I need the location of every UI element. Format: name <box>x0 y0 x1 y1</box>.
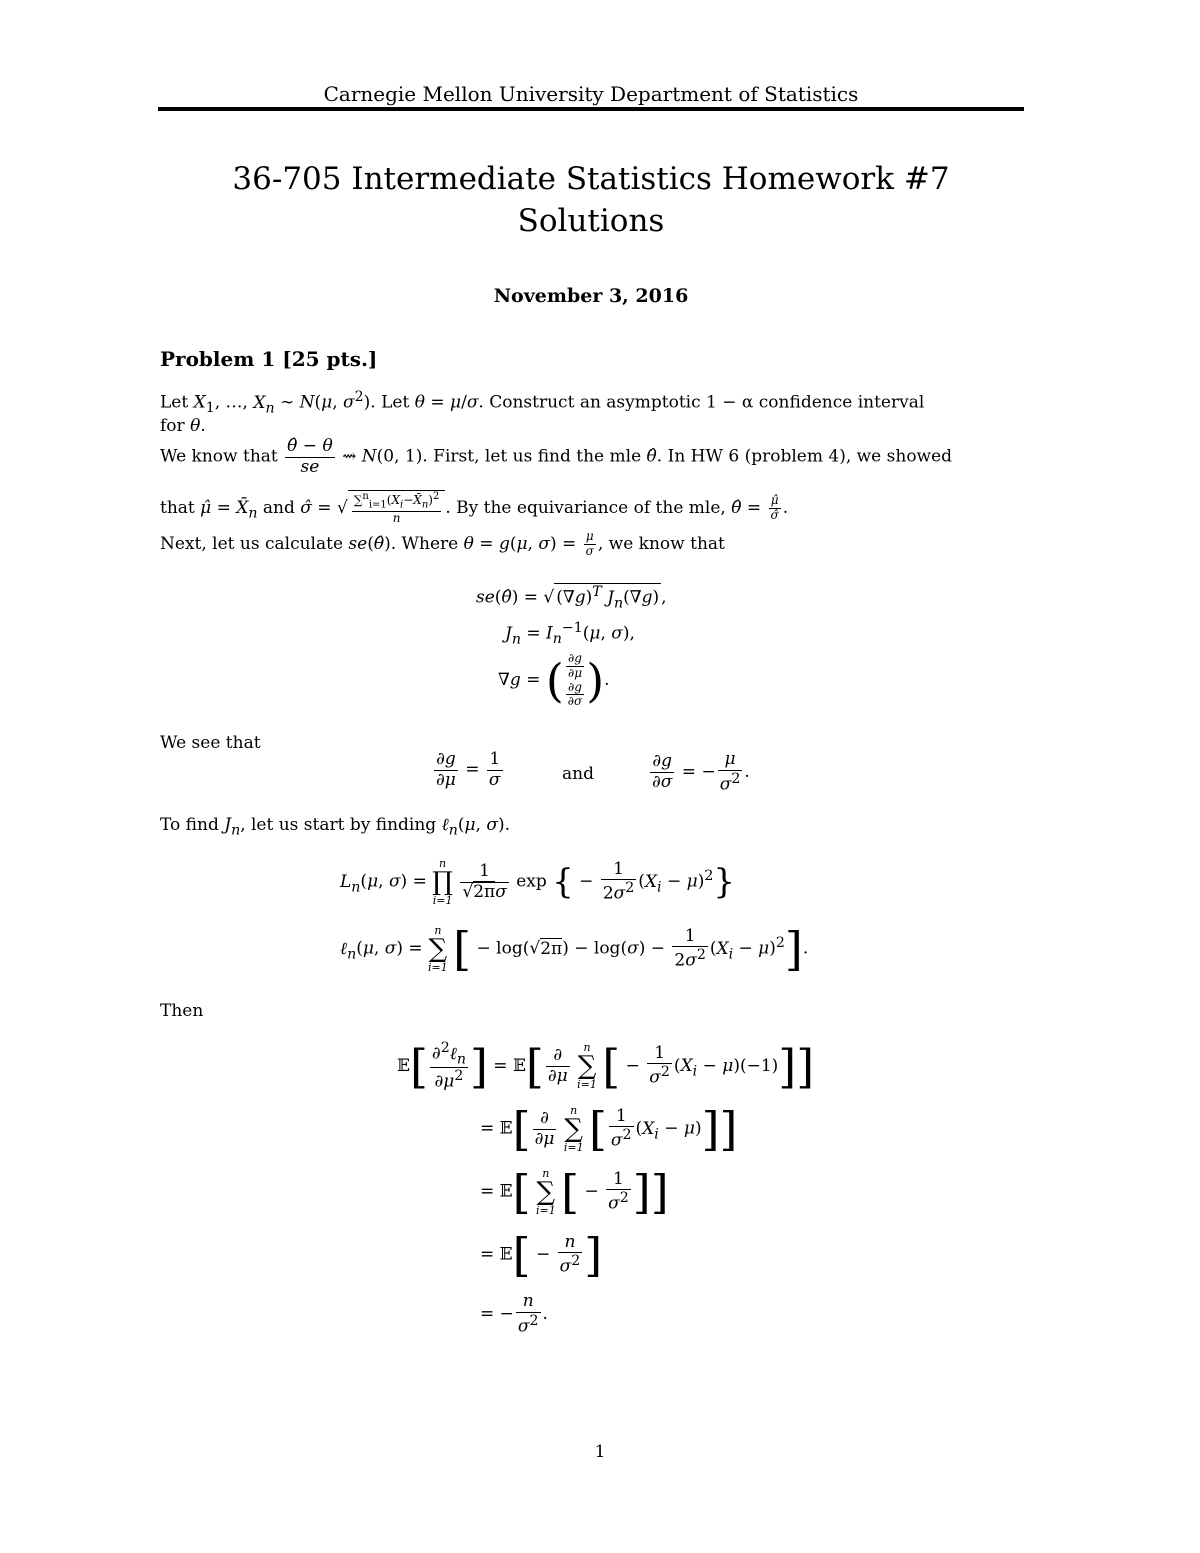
equation-log-likelihood: ℓ$_n$(μ, σ) = n ∑ i=1 [ − log(√2π) − log(σ) − $\frac{1}{2\sigma^2}$ $(X_i - \mu)^2$]. <box>340 922 809 976</box>
title-line-2: Solutions <box>517 203 665 239</box>
equation-expectation-5: = − $\frac{n}{\sigma^2}$ . <box>480 1291 548 1337</box>
equation-gradient: ∇g = ( $\frac{\partial g}{\partial\mu}$ $\frac{\partial g}{\partial\sigma}$ ). <box>498 651 610 709</box>
equation-jn: $J_n = I_n^{-1}(\mu$, σ), <box>505 620 635 648</box>
equation-likelihood: $L_n(\mu$, σ) = n ∏ i=1 $\frac{1}{√2\pi\sigma}$ exp { − $\frac{1}{2\sigma^2}$ $(X_i - \mu)^2$} <box>340 857 735 907</box>
equation-and: and <box>562 764 594 784</box>
equation-expectation-2: = 𝔼[ $\frac{\partial}{\partial\mu}$ n ∑ i=1 [ $\frac{1}{\sigma^2}$ $(X_i - \mu)$]] <box>480 1102 738 1156</box>
document-date: November 3, 2016 <box>493 285 689 307</box>
then: Then <box>160 1001 204 1021</box>
page-number: 1 <box>594 1442 606 1462</box>
equation-expectation-1: 𝔼[ $\frac{\partial^2\ell_n}{\partial\mu^2}$ ] = 𝔼[ $\frac{\partial}{\partial\mu}$ n ∑ i=1 [ − $\frac{1}{\sigma^2}$ $(X_i - \mu)(-1)$]] <box>397 1039 815 1094</box>
header-rule <box>158 107 1024 111</box>
equation-expectation-4: = 𝔼[ − $\frac{n}{\sigma^2}$ ] <box>480 1228 603 1282</box>
to-find-jn: To find $J_n$, let us start by finding ℓ$_n$(μ, σ). <box>160 815 510 839</box>
we-see-that: We see that <box>160 733 261 753</box>
equation-se: se(θ̂) = √ $(\nabla g)^T$ $J_n(\nabla g)$ , <box>476 584 667 612</box>
equation-partial-mu: $\frac{\partial g}{\partial\mu}$ = $\frac{1}{\sigma}$ <box>436 749 501 790</box>
problem-statement-line2: for θ. <box>160 416 206 436</box>
problem-heading: Problem 1 [25 pts.] <box>160 347 378 371</box>
document-title <box>158 158 1024 242</box>
equation-expectation-3: = 𝔼[ n ∑ i=1 [ − $\frac{1}{\sigma^2}$ ]] <box>480 1165 669 1219</box>
equation-partial-sigma: $\frac{\partial g}{\partial\sigma}$ = − $\frac{\mu}{\sigma^2}$ . <box>652 749 750 795</box>
page-header: Carnegie Mellon University Department of Statistics <box>323 82 859 106</box>
solution-line3: Next, let us calculate se(θ̂). Where θ = g(μ, σ) = $\frac{\mu}{\sigma}$ , we know that <box>160 529 725 558</box>
solution-line2: that μ̂ = $X̄_n$ and σ̂ = √ $\frac{\sum^n_{i=1}(X_i-X̄_n)^2}{n}$ . By the equivariance of the mle, θ̂ = $\frac{\mû}{\sigmâ}$ . <box>160 491 789 525</box>
solution-line1: We know that $\frac{\thetâ - \theta}{se}$ ⇝ N(0, 1). First, let us find the mle θ̂. In HW 6 (problem 4), we showed <box>160 436 953 477</box>
problem-statement-line1: Let $X_1$, …, $X_n$ ∼ N(μ, $\sigma^2$). Let θ = μ/σ. Construct an asymptotic 1 − α confidence interval <box>160 389 925 417</box>
title-line-1: 36-705 Intermediate Statistics Homework #7 <box>232 161 950 197</box>
